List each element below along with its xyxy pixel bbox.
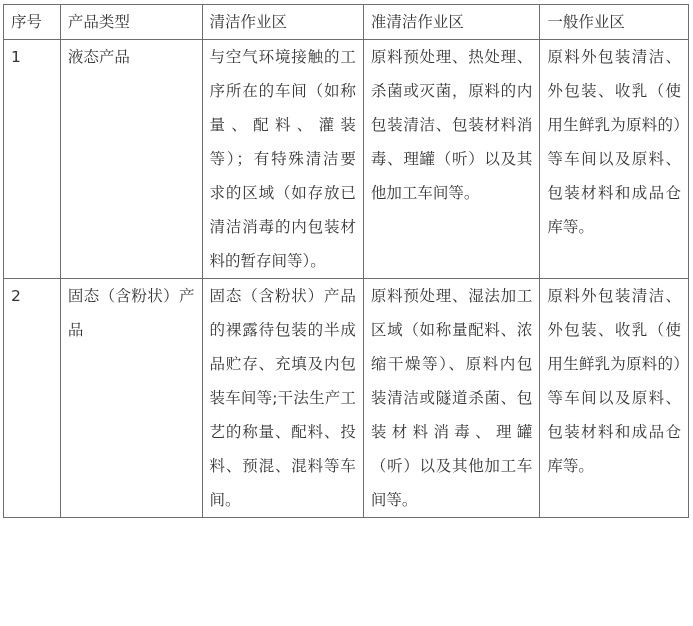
header-quasi-clean-area: 准清洁作业区 [363,5,539,40]
table-row [4,279,689,518]
cell-no: 2 [4,279,61,518]
header-general-area: 一般作业区 [540,5,689,40]
cell-no: 1 [4,40,61,279]
cell-quasi-clean-area: 原料预处理、热处理、杀菌或灭菌，原料的内包装清洁、包装材料消毒、理罐（听）以及其他加工车间等。 [363,40,539,279]
cell-clean-area: 固态（含粉状）产品的裸露待包装的半成品贮存、充填及内包装车间等;干法生产工艺的称量、配料、投料、预混、混料等车间。 [202,279,363,518]
cell-product-type: 固态（含粉状）产品 [60,279,202,518]
cell-general-area: 原料外包装清洁、外包装、收乳（使用生鲜乳为原料的）等车间以及原料、包装材料和成品仓库等。 [540,279,689,518]
table-row [4,40,689,279]
cell-quasi-clean-area: 原料预处理、湿法加工区域（如称量配料、浓缩干燥等）、原料内包装清洁或隧道杀菌、包装材料消毒、理罐（听）以及其他加工车间等。 [363,279,539,518]
cell-clean-area: 与空气环境接触的工序所在的车间（如称量、配料、灌装等）；有特殊清洁要求的区域（如存放已清洁消毒的内包装材料的暂存间等）。 [202,40,363,279]
cell-product-type: 液态产品 [60,40,202,279]
cell-general-area: 原料外包装清洁、外包装、收乳（使用生鲜乳为原料的）等车间以及原料、包装材料和成品仓库等。 [540,40,689,279]
header-clean-area: 清洁作业区 [202,5,363,40]
header-product-type: 产品类型 [60,5,202,40]
header-row [4,5,689,40]
table-header [4,5,689,40]
table-body [4,40,689,518]
header-no: 序号 [4,5,61,40]
work-area-table [3,4,689,518]
